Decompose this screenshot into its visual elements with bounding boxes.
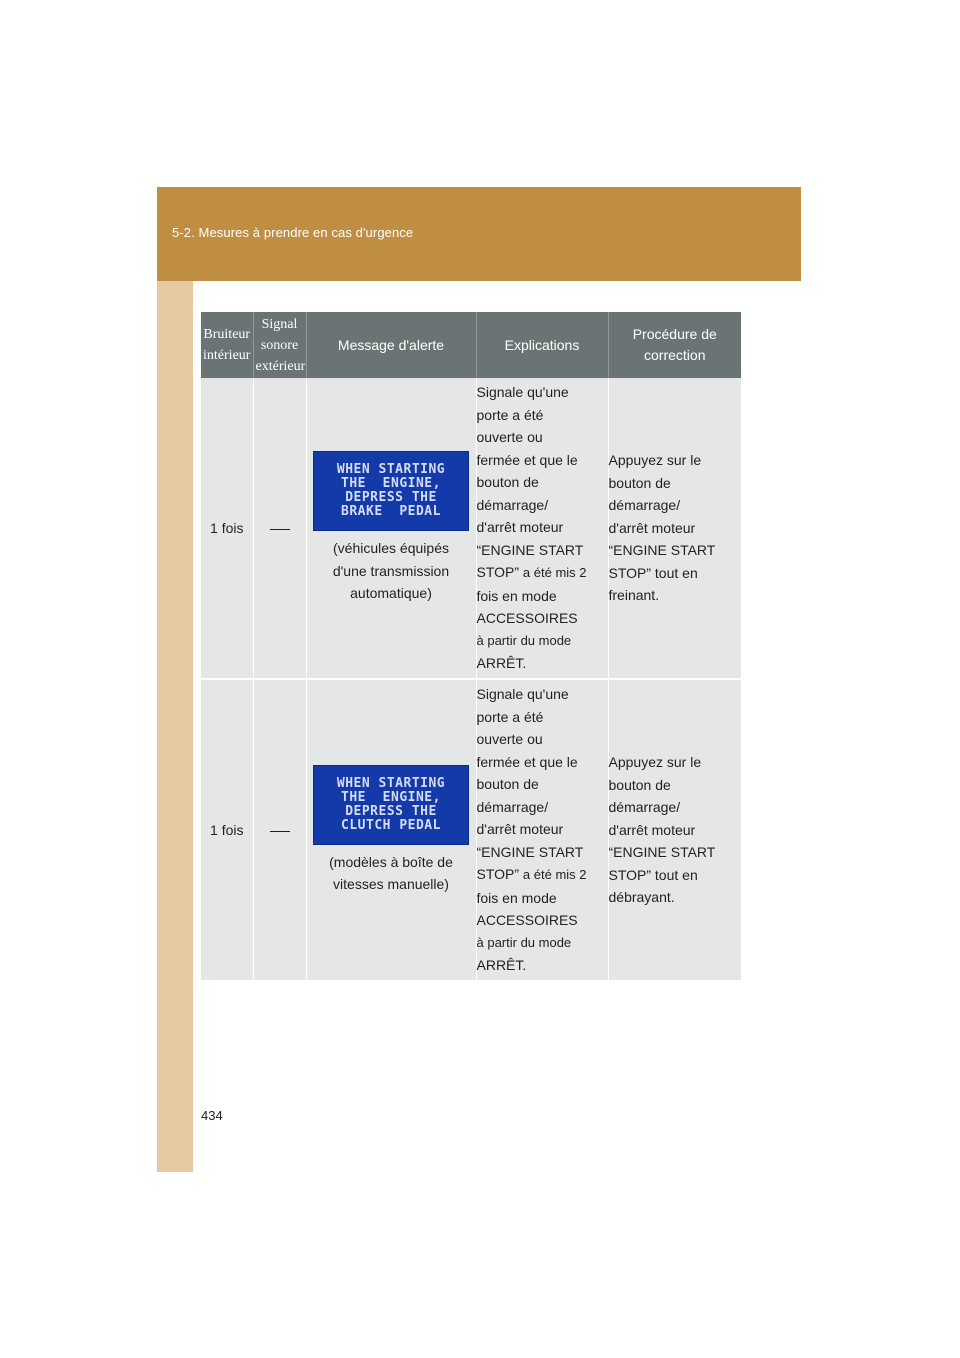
table-row bbox=[201, 378, 741, 679]
message-cell bbox=[306, 378, 476, 679]
outer-buzzer-cell bbox=[253, 679, 306, 981]
column-outer-buzzer: Signal sonore extérieur bbox=[253, 312, 306, 378]
message-cell bbox=[306, 679, 476, 981]
inner-buzzer-cell: 1 fois bbox=[201, 378, 253, 679]
dashboard-display-image: WHEN STARTING THE ENGINE, DEPRESS THE CLUTCH PEDAL bbox=[313, 765, 469, 845]
column-procedure: Procédure de correction bbox=[608, 312, 741, 378]
dash-mark bbox=[270, 831, 290, 832]
table-header-row bbox=[201, 312, 741, 378]
explanation-cell: Signale qu'une porte a été ouverte ou fermée et que le bouton de démarrage/ d'arrêt moteur “ENGINE START STOP” a été mis 2 fois en mode ACCESSOIRES à partir du mode ARRÊT. bbox=[476, 378, 608, 679]
explanation-cell: Signale qu'une porte a été ouverte ou fermée et que le bouton de démarrage/ d'arrêt moteur “ENGINE START STOP” a été mis 2 fois en mode ACCESSOIRES à partir du mode ARRÊT. bbox=[476, 679, 608, 981]
table-row bbox=[201, 679, 741, 981]
message-note: (modèles à boîte de vitesses manuelle) bbox=[329, 853, 453, 892]
message-note: (véhicules équipés d'une transmission automatique) bbox=[332, 540, 450, 602]
column-inner-buzzer: Bruiteur intérieur bbox=[201, 312, 253, 378]
column-explanation: Explications bbox=[476, 312, 608, 378]
section-title: 5-2. Mesures à prendre en cas d'urgence bbox=[172, 225, 414, 240]
inner-buzzer-cell: 1 fois bbox=[201, 679, 253, 981]
side-tab-strip bbox=[157, 187, 193, 1172]
outer-buzzer-cell bbox=[253, 378, 306, 679]
procedure-cell: Appuyez sur le bouton de démarrage/ d'arrêt moteur “ENGINE START STOP” tout en freinant. bbox=[608, 378, 741, 679]
dashboard-display-image: WHEN STARTING THE ENGINE, DEPRESS THE BRAKE PEDAL bbox=[313, 451, 469, 531]
dash-mark bbox=[270, 529, 290, 530]
alert-table bbox=[201, 312, 741, 982]
column-message: Message d'alerte bbox=[306, 312, 476, 378]
page-number: 434 bbox=[201, 1108, 223, 1123]
procedure-cell: Appuyez sur le bouton de démarrage/ d'arrêt moteur “ENGINE START STOP” tout en débrayant. bbox=[608, 679, 741, 981]
